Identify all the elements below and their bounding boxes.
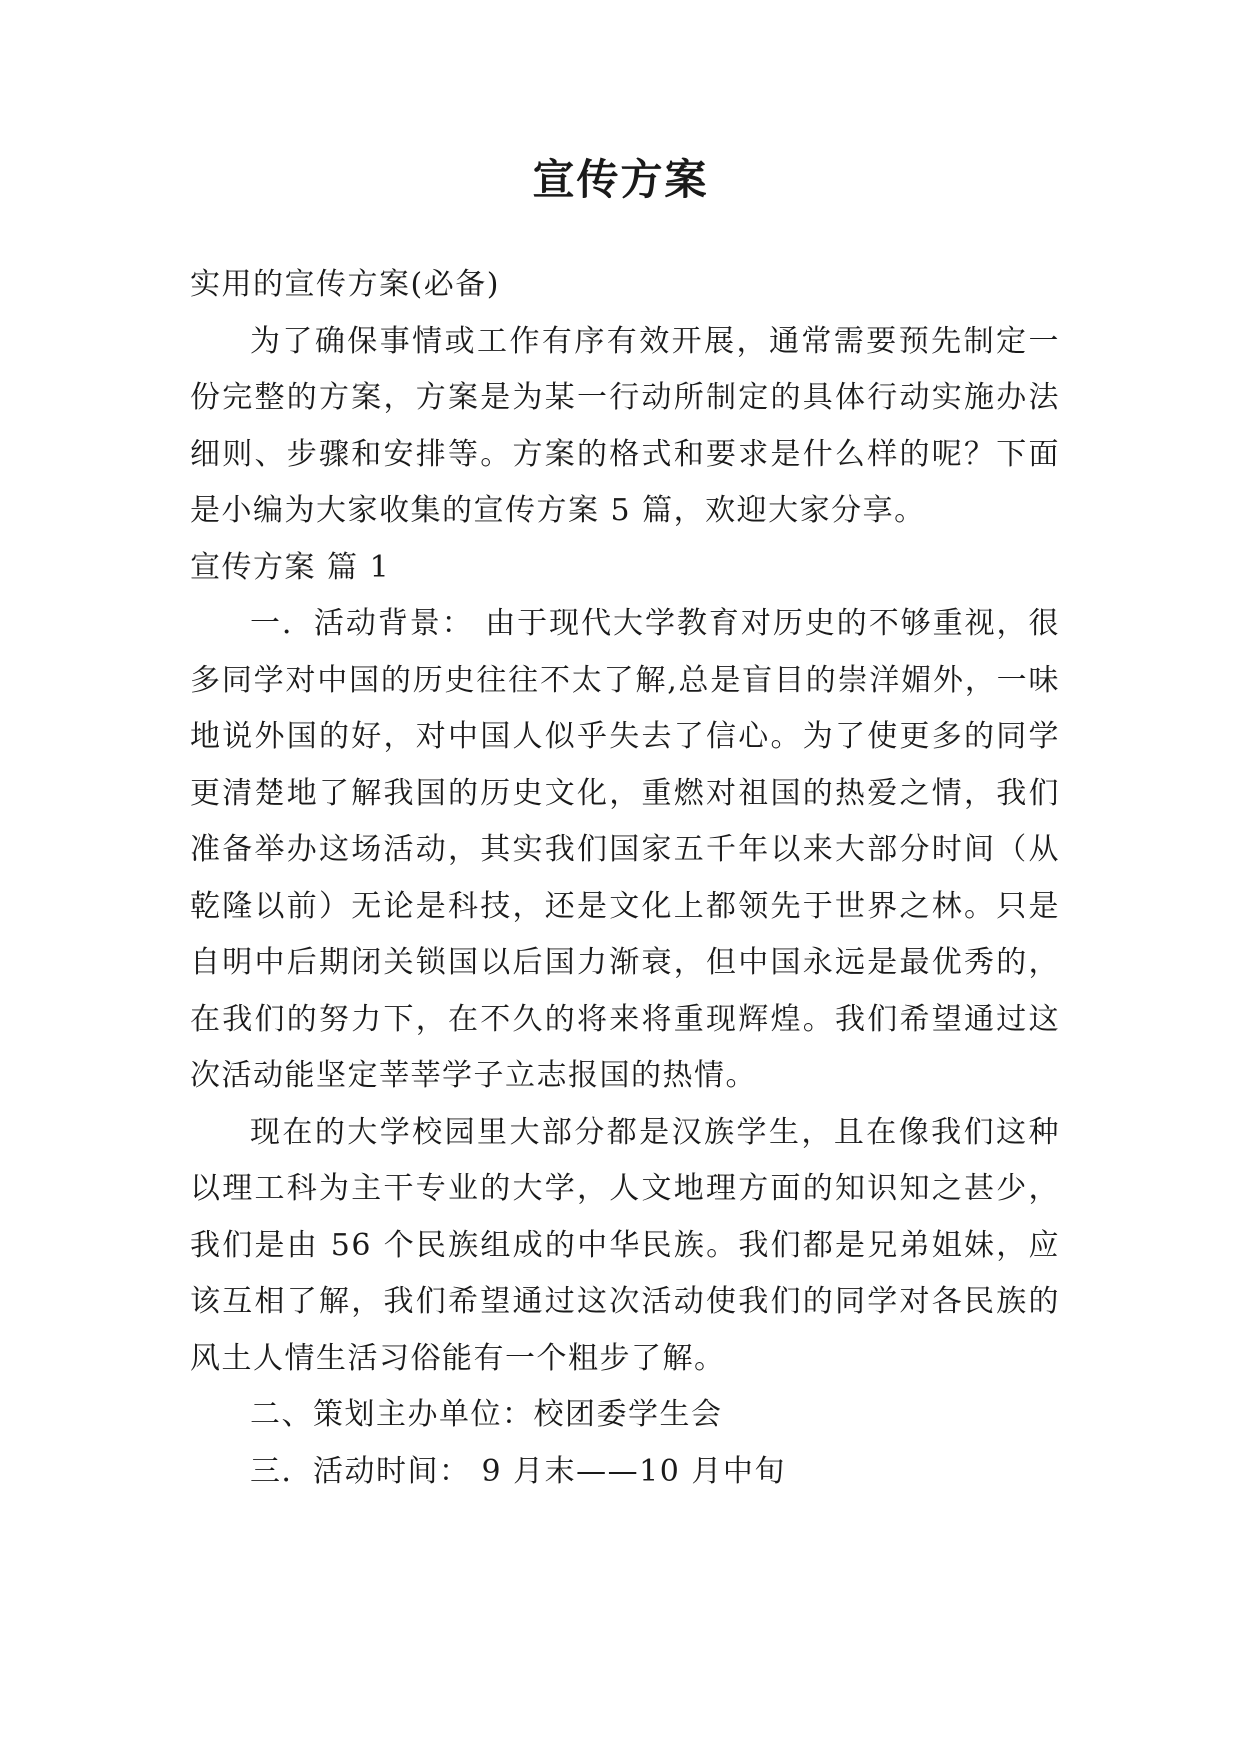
document-title: 宣传方案 <box>532 155 709 204</box>
campus-paragraph: 现在的大学校园里大部分都是汉族学生，且在像我们这种以理工科为主干专业的大学，人文地理方面的知识知之甚少，我们是由 56 个民族组成的中华民族。我们都是兄弟姐妹，应该互相了解，我们希望通过这次活动使我们的同学对各民族的风土人情生活习俗能有一个粗步了解。 <box>190 1114 1060 1376</box>
document-body <box>190 257 1060 1500</box>
section-heading: 宣传方案 篇 1 <box>190 549 391 585</box>
intro-paragraph: 为了确保事情或工作有序有效开展，通常需要预先制定一份完整的方案，方案是为某一行动所制定的具体行动实施办法细则、步骤和安排等。方案的格式和要求是什么样的呢？下面是小编为大家收集的宣传方案 5 篇，欢迎大家分享。 <box>190 323 1060 528</box>
subtitle-line: 实用的宣传方案(必备) <box>190 267 500 302</box>
activity-time-line: 三．活动时间： 9 月末——10 月中旬 <box>250 1453 786 1489</box>
organizer-line: 二、策划主办单位：校团委学生会 <box>250 1397 723 1432</box>
background-paragraph: 一．活动背景： 由于现代大学教育对历史的不够重视，很多同学对中国的历史往往不太了解,总是盲目的崇洋媚外，一味地说外国的好，对中国人似乎失去了信心。为了使更多的同学更清楚地了解我国的历史文化，重燃对祖国的热爱之情，我们准备举办这场活动，其实我们国家五千年以来大部分时间（从乾隆以前）无论是科技，还是文化上都领先于世界之林。只是自明中后期闭关锁国以后国力渐衰，但中国永远是最优秀的，在我们的努力下，在不久的将来将重现辉煌。我们希望通过这次活动能坚定莘莘学子立志报国的热情。 <box>190 606 1060 1093</box>
